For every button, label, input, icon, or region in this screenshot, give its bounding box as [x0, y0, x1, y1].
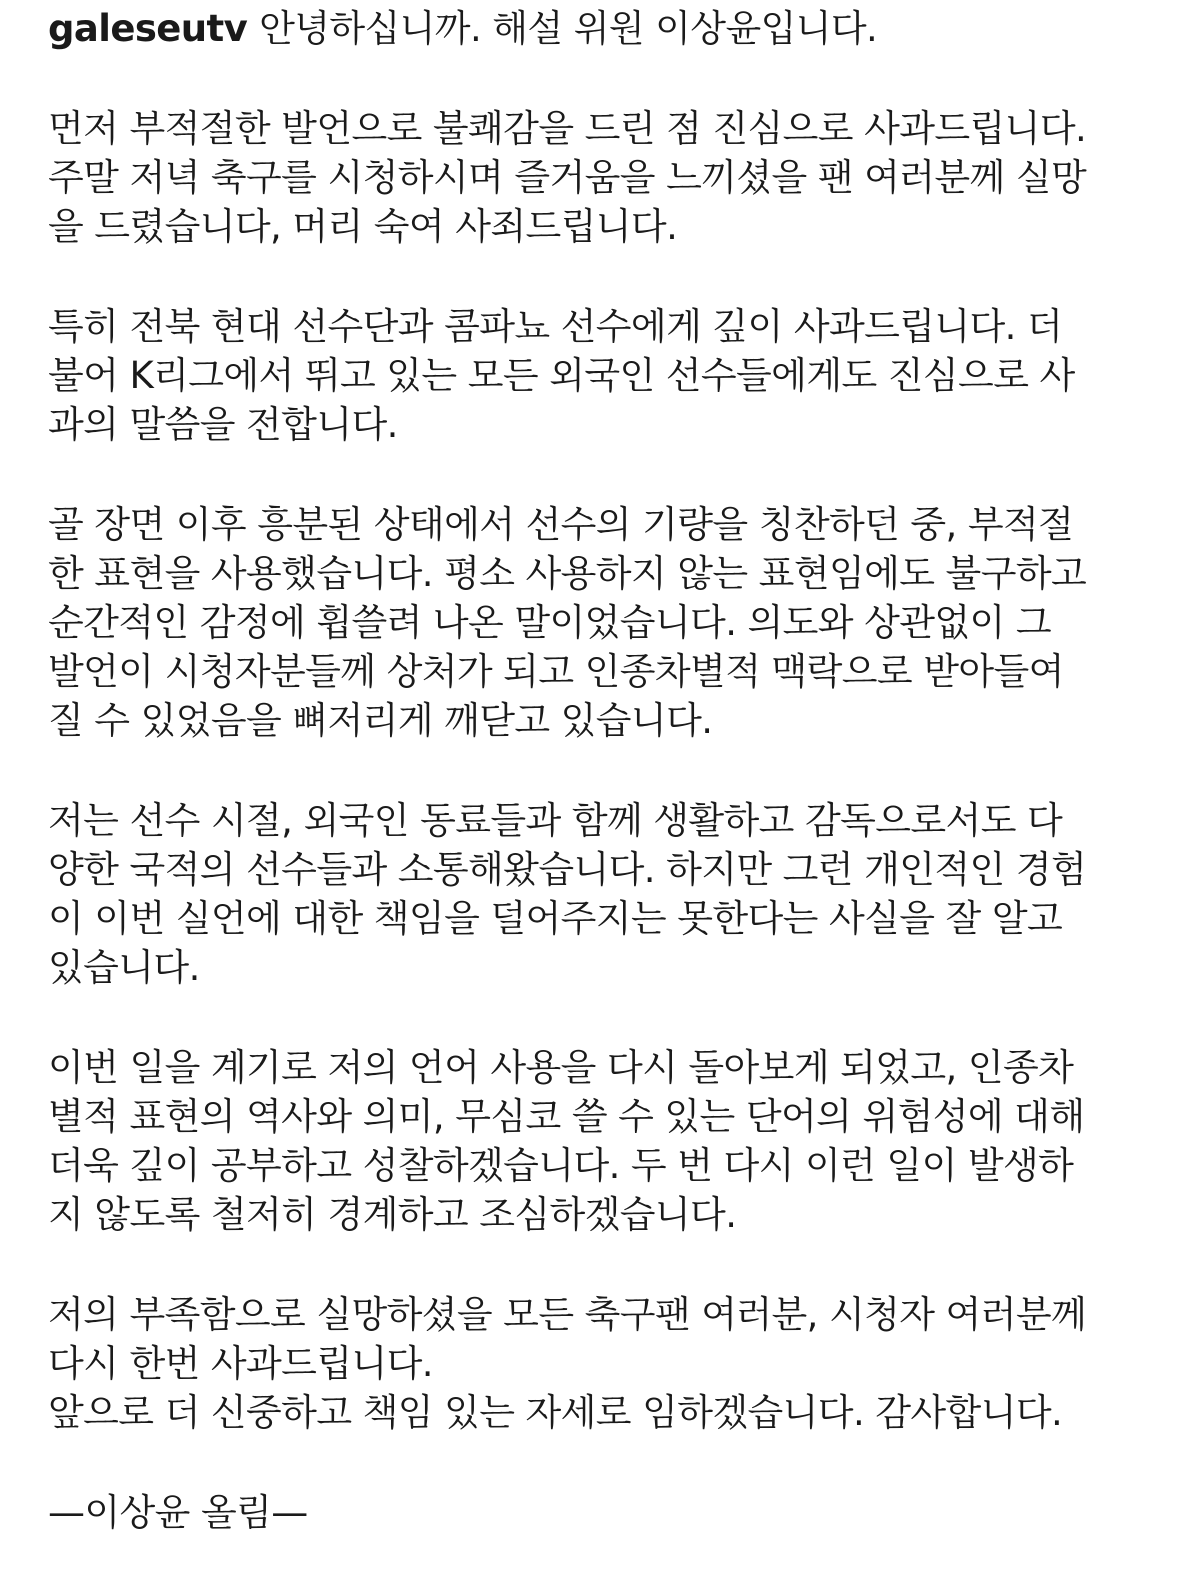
paragraph-line: 저는 선수 시절, 외국인 동료들과 함께 생활하고 감독으로서도 다: [48, 799, 1063, 842]
paragraph-line: 다시 한번 사과드립니다.: [48, 1342, 433, 1385]
greeting-text: 안녕하십니까. 해설 위원 이상윤입니다.: [259, 7, 878, 50]
paragraph-line: 더욱 깊이 공부하고 성찰하겠습니다. 두 번 다시 이런 일이 발생하: [48, 1144, 1074, 1187]
paragraph-6: [48, 1290, 1129, 1437]
signature: —이상윤 올림—: [48, 1491, 308, 1534]
paragraph-line: 특히 전북 현대 선수단과 콤파뇨 선수에게 깊이 사과드립니다. 더: [48, 305, 1063, 348]
paragraph-2: [48, 302, 1129, 449]
paragraph-line: 골 장면 이후 흥분된 상태에서 선수의 기량을 칭찬하던 중, 부적절: [48, 503, 1074, 546]
paragraph-1: [48, 104, 1129, 251]
paragraph-line: 있습니다.: [48, 946, 200, 989]
paragraph-line: 앞으로 더 신중하고 책임 있는 자세로 임하겠습니다. 감사합니다.: [48, 1391, 1063, 1434]
paragraph-line: 순간적인 감정에 휩쓸려 나온 말이었습니다. 의도와 상관없이 그: [48, 601, 1051, 644]
paragraph-line: 을 드렸습니다, 머리 숙여 사죄드립니다.: [48, 205, 678, 248]
paragraph-line: 과의 말씀을 전합니다.: [48, 403, 398, 446]
paragraph-line: 주말 저녁 축구를 시청하시며 즐거움을 느끼셨을 팬 여러분께 실망: [48, 156, 1087, 199]
paragraph-line: 이번 일을 계기로 저의 언어 사용을 다시 돌아보게 되었고, 인종차: [48, 1046, 1074, 1089]
paragraph-line: 먼저 부적절한 발언으로 불쾌감을 드린 점 진심으로 사과드립니다.: [48, 107, 1087, 150]
paragraph-line: 불어 K리그에서 뛰고 있는 모든 외국인 선수들에게도 진심으로 사: [48, 354, 1075, 397]
username-link[interactable]: galeseutv: [48, 7, 248, 50]
paragraph-3: [48, 500, 1129, 745]
caption-header: [48, 4, 1129, 53]
paragraph-4: [48, 796, 1129, 992]
paragraph-5: [48, 1043, 1129, 1239]
paragraph-line: 양한 국적의 선수들과 소통해왔습니다. 하지만 그런 개인적인 경험: [48, 848, 1087, 891]
paragraph-line: 저의 부족함으로 실망하셨을 모든 축구팬 여러분, 시청자 여러분께: [48, 1293, 1087, 1336]
paragraph-line: 이 이번 실언에 대한 책임을 덜어주지는 못한다는 사실을 잘 알고: [48, 897, 1063, 940]
paragraph-line: 질 수 있었음을 뼈저리게 깨닫고 있습니다.: [48, 699, 713, 742]
paragraph-line: 지 않도록 철저히 경계하고 조심하겠습니다.: [48, 1193, 737, 1236]
paragraph-line: 한 표현을 사용했습니다. 평소 사용하지 않는 표현임에도 불구하고: [48, 552, 1087, 595]
paragraph-line: 발언이 시청자분들께 상처가 되고 인종차별적 맥락으로 받아들여: [48, 650, 1064, 693]
paragraph-line: 별적 표현의 역사와 의미, 무심코 쓸 수 있는 단어의 위험성에 대해: [48, 1095, 1085, 1138]
